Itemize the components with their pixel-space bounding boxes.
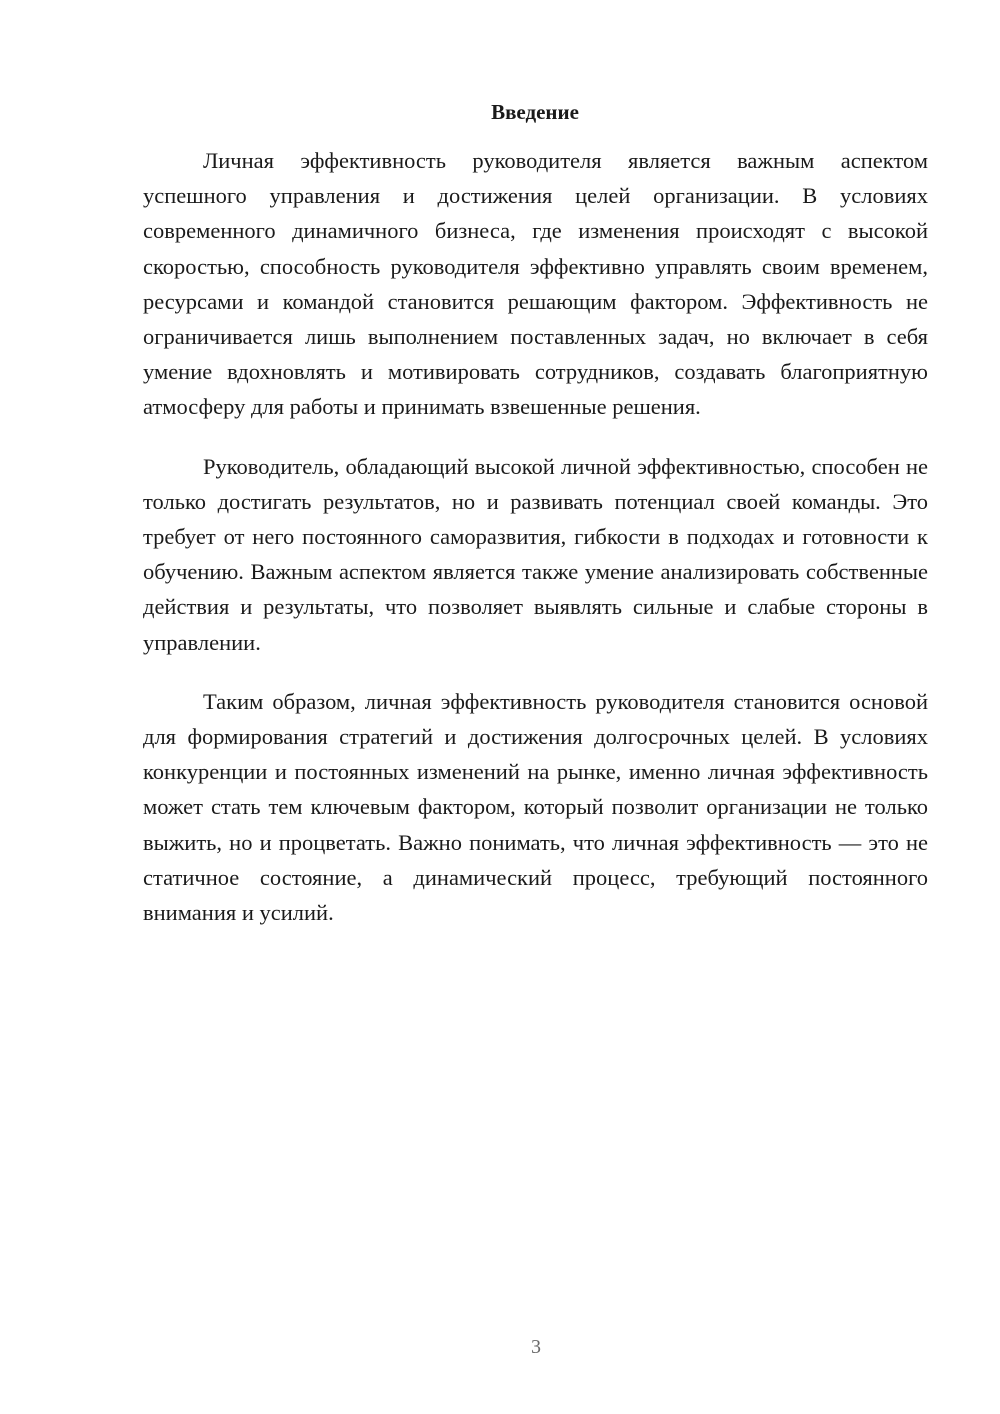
body-text bbox=[143, 143, 928, 954]
section-heading: Введение bbox=[491, 100, 579, 124]
paragraph-2: Руководитель, обладающий высокой личной эффективностью, способен не только достигать результатов, но и развивать потенциал своей команды. Это требует от него постоянного саморазвития, гибкости в подходах и готовности к обучению. Важным аспектом является также умение анализировать собственные действия и результаты, что позволяет выявлять сильные и слабые стороны в управлении. bbox=[143, 453, 928, 655]
paragraph-3: Таким образом, личная эффективность руководителя становится основой для формирования стратегий и достижения долгосрочных целей. В условиях конкуренции и постоянных изменений на рынке, именно личная эффективность может стать тем ключевым фактором, который позволит организации не только выжить, но и процветать. Важно понимать, что личная эффективность — это не статичное состояние, а динамический процесс, требующий постоянного внимания и усилий. bbox=[143, 688, 928, 926]
paragraph-1: Личная эффективность руководителя является важным аспектом успешного управления и достижения целей организации. В условиях современного динамичного бизнеса, где изменения происходят с высокой скоростью, способность руководителя эффективно управлять своим временем, ресурсами и командой становится решающим фактором. Эффективность не ограничивается лишь выполнением поставленных задач, но включает в себя умение вдохновлять и мотивировать сотрудников, создавать благоприятную атмосферу для работы и принимать взвешенные решения. bbox=[143, 148, 928, 420]
page-number: 3 bbox=[531, 1336, 541, 1358]
